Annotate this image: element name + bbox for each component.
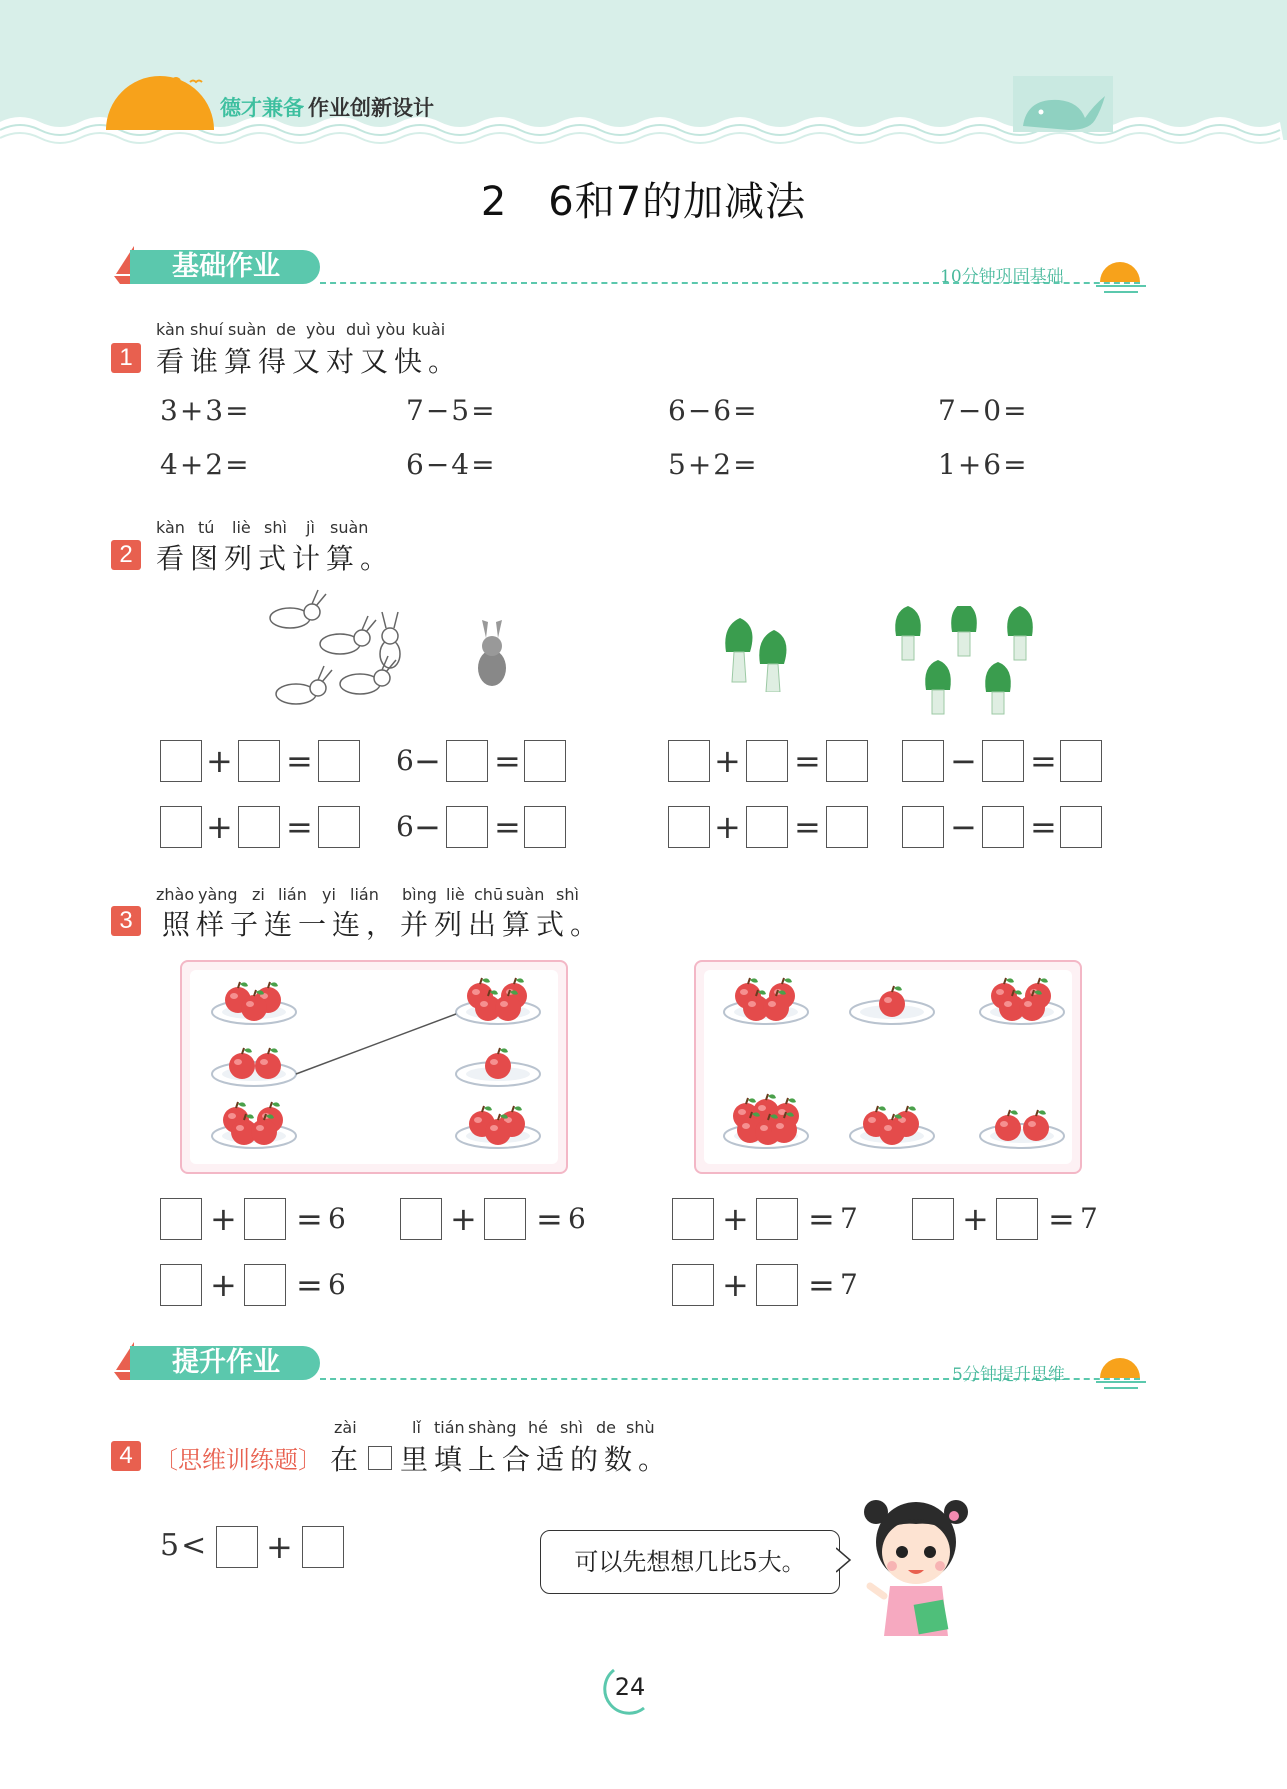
- cabbage-icon: [1007, 606, 1033, 636]
- q3-right-apples: [696, 962, 1084, 1176]
- minus-sign: −: [950, 808, 977, 846]
- q1-equation: 5+2=: [668, 448, 759, 481]
- answer-box[interactable]: [524, 740, 566, 782]
- section-advanced-note: 5分钟提升思维: [952, 1365, 1065, 1385]
- answer-box[interactable]: [484, 1198, 526, 1240]
- plate-6-apples: [724, 1094, 808, 1148]
- answer-box[interactable]: [318, 806, 360, 848]
- pinyin-syllable: yàng: [198, 885, 238, 904]
- cabbage-icon: [725, 618, 752, 682]
- q1-equation: 4+2=: [160, 448, 251, 481]
- plate-4-apples: [212, 1102, 296, 1148]
- cabbages-large-illustration: [892, 606, 1042, 716]
- pinyin-syllable: shì: [560, 1418, 583, 1437]
- pinyin-syllable: de: [276, 320, 296, 339]
- pinyin-syllable: suàn: [228, 320, 267, 339]
- sum-label: 6: [328, 1202, 346, 1235]
- q1-equation: 1+6=: [938, 448, 1029, 481]
- answer-box[interactable]: [446, 740, 488, 782]
- q4-text-before: 在: [330, 1443, 365, 1476]
- pinyin-syllable: lǐ: [412, 1418, 421, 1437]
- plate-3-apples: [212, 982, 296, 1024]
- example-connect-line: [296, 1014, 456, 1074]
- equals-sign: =: [296, 1200, 323, 1238]
- answer-box[interactable]: [524, 806, 566, 848]
- brand-part2: 作业创新设计: [308, 96, 434, 120]
- answer-box[interactable]: [902, 740, 944, 782]
- answer-box[interactable]: [912, 1198, 954, 1240]
- q1-text: 看谁算得又对又快。: [156, 345, 463, 378]
- answer-box[interactable]: [238, 806, 280, 848]
- pinyin-syllable: zài: [334, 1418, 357, 1437]
- q4-tag: 〔思维训练题〕: [154, 1446, 322, 1474]
- equals-sign: =: [286, 742, 313, 780]
- q4-inequality-left: 5<: [160, 1528, 209, 1563]
- q1-equation: 3+3=: [160, 394, 251, 427]
- q3-right-panel: [694, 960, 1082, 1174]
- answer-box[interactable]: [746, 740, 788, 782]
- pinyin-syllable: tián: [434, 1418, 465, 1437]
- cabbage-icon: [895, 606, 921, 636]
- rabbit-icon: [320, 616, 376, 654]
- pinyin-syllable: yòu: [306, 320, 336, 339]
- equals-sign: =: [794, 742, 821, 780]
- page-number: 24: [614, 1673, 646, 1701]
- plus-sign: +: [714, 742, 741, 780]
- answer-box[interactable]: [216, 1526, 258, 1568]
- pinyin-syllable: shàng: [468, 1418, 517, 1437]
- equals-sign: =: [494, 742, 521, 780]
- answer-box[interactable]: [160, 1198, 202, 1240]
- plus-sign: +: [962, 1200, 989, 1238]
- answer-box[interactable]: [668, 740, 710, 782]
- equals-sign: =: [808, 1266, 835, 1304]
- plate-4-apples: [724, 978, 808, 1024]
- plus-sign: +: [266, 1528, 293, 1566]
- sun-icon: [104, 74, 216, 130]
- q1-number: 1: [111, 343, 141, 373]
- q3-left-apples: [182, 962, 570, 1176]
- rabbits-illustration: [260, 588, 520, 718]
- answer-box[interactable]: [1060, 806, 1102, 848]
- equals-sign: =: [808, 1200, 835, 1238]
- whale-icon: [1013, 76, 1113, 132]
- pinyin-syllable: shù: [626, 1418, 655, 1437]
- inline-box-icon: [368, 1446, 392, 1470]
- minuend-label: 6: [396, 810, 414, 843]
- plate-4-apples: [980, 978, 1064, 1024]
- cabbage-icon: [985, 662, 1011, 692]
- minus-sign: −: [414, 742, 441, 780]
- pinyin-syllable: suàn: [506, 885, 545, 904]
- minuend-label: 6: [396, 744, 414, 777]
- plate-3-apples: [850, 1106, 934, 1148]
- sum-label: 7: [1080, 1202, 1098, 1235]
- cabbages-small-illustration: [716, 612, 806, 692]
- pinyin-syllable: bìng: [402, 885, 437, 904]
- answer-box[interactable]: [826, 806, 868, 848]
- rabbit-icon: [270, 590, 326, 628]
- pinyin-syllable: kàn: [156, 518, 185, 537]
- q1-equation: 7−0=: [938, 394, 1029, 427]
- pinyin-syllable: zi: [252, 885, 265, 904]
- answer-box[interactable]: [756, 1198, 798, 1240]
- sum-label: 6: [328, 1268, 346, 1301]
- pinyin-syllable: lián: [350, 885, 379, 904]
- pinyin-syllable: shuí: [190, 320, 224, 339]
- q4-number: 4: [111, 1441, 141, 1471]
- q4-text-after: 里填上合适的数。: [400, 1443, 673, 1476]
- brand-part1: 德才兼备: [220, 96, 304, 120]
- q2-text: 看图列式计算。: [156, 542, 395, 575]
- sum-label: 7: [840, 1202, 858, 1235]
- answer-box[interactable]: [826, 740, 868, 782]
- plate-2-apples: [980, 1110, 1064, 1148]
- sum-label: 7: [840, 1268, 858, 1301]
- equals-sign: =: [536, 1200, 563, 1238]
- q1-equation: 7−5=: [406, 394, 497, 427]
- cabbage-icon: [759, 630, 786, 692]
- plate-3-apples: [456, 1106, 540, 1148]
- equals-sign: =: [1030, 808, 1057, 846]
- pinyin-syllable: tú: [198, 518, 215, 537]
- brand-title: [220, 92, 434, 122]
- minus-sign: −: [950, 742, 977, 780]
- answer-box[interactable]: [996, 1198, 1038, 1240]
- pinyin-syllable: hé: [528, 1418, 548, 1437]
- pinyin-syllable: de: [596, 1418, 616, 1437]
- page-title: 2 6和7的加减法: [480, 179, 807, 225]
- plus-sign: +: [722, 1266, 749, 1304]
- answer-box[interactable]: [244, 1264, 286, 1306]
- sum-label: 6: [568, 1202, 586, 1235]
- plate-1-apple: [456, 1048, 540, 1086]
- answer-box[interactable]: [746, 806, 788, 848]
- answer-box[interactable]: [400, 1198, 442, 1240]
- equals-sign: =: [296, 1266, 323, 1304]
- answer-box[interactable]: [244, 1198, 286, 1240]
- plate-4-apples: [456, 978, 540, 1024]
- rabbit-icon: [380, 612, 400, 668]
- pinyin-syllable: shì: [264, 518, 287, 537]
- section-basic-label: 基础作业: [130, 250, 320, 284]
- plus-sign: +: [206, 742, 233, 780]
- sunset-icon: [1094, 252, 1148, 298]
- answer-box[interactable]: [668, 806, 710, 848]
- sunset-icon: [1094, 1348, 1148, 1394]
- hint-bubble: 可以先想想几比5大。: [540, 1530, 840, 1594]
- pinyin-syllable: liè: [232, 518, 251, 537]
- answer-box[interactable]: [160, 740, 202, 782]
- equals-sign: =: [286, 808, 313, 846]
- equals-sign: =: [1048, 1200, 1075, 1238]
- q3-text: 照样子连一连，并列出算式。: [162, 908, 605, 941]
- pinyin-syllable: jì: [306, 518, 315, 537]
- answer-box[interactable]: [160, 1264, 202, 1306]
- pinyin-syllable: lián: [278, 885, 307, 904]
- pinyin-syllable: yi: [322, 885, 336, 904]
- q3-number: 3: [111, 906, 141, 936]
- q1-equation: 6−4=: [406, 448, 497, 481]
- answer-box[interactable]: [982, 740, 1024, 782]
- answer-box[interactable]: [902, 806, 944, 848]
- answer-box[interactable]: [160, 806, 202, 848]
- answer-box[interactable]: [672, 1264, 714, 1306]
- plus-sign: +: [722, 1200, 749, 1238]
- plus-sign: +: [206, 808, 233, 846]
- answer-box[interactable]: [318, 740, 360, 782]
- section-basic-note: 10分钟巩固基础: [940, 267, 1064, 287]
- plate-1-apple: [850, 986, 934, 1024]
- pinyin-syllable: duì: [346, 320, 371, 339]
- equals-sign: =: [1030, 742, 1057, 780]
- cabbage-icon: [951, 606, 977, 632]
- plate-2-apples: [212, 1048, 296, 1086]
- girl-illustration: [856, 1486, 976, 1642]
- q2-number: 2: [111, 540, 141, 570]
- pinyin-syllable: suàn: [330, 518, 369, 537]
- equals-sign: =: [494, 808, 521, 846]
- grey-rabbit-icon: [478, 620, 506, 686]
- pinyin-syllable: shì: [556, 885, 579, 904]
- cabbage-icon: [925, 660, 951, 690]
- plus-sign: +: [450, 1200, 477, 1238]
- bubble-tail: [836, 1546, 852, 1574]
- q3-left-panel: [180, 960, 568, 1174]
- plus-sign: +: [210, 1266, 237, 1304]
- pinyin-syllable: chū: [474, 885, 504, 904]
- answer-box[interactable]: [238, 740, 280, 782]
- section-advanced-label: 提升作业: [130, 1346, 320, 1380]
- pinyin-syllable: kuài: [412, 320, 446, 339]
- equals-sign: =: [794, 808, 821, 846]
- answer-box[interactable]: [672, 1198, 714, 1240]
- plus-sign: +: [210, 1200, 237, 1238]
- pinyin-syllable: kàn: [156, 320, 185, 339]
- answer-box[interactable]: [446, 806, 488, 848]
- answer-box[interactable]: [1060, 740, 1102, 782]
- plus-sign: +: [714, 808, 741, 846]
- rabbit-icon: [276, 666, 332, 704]
- answer-box[interactable]: [982, 806, 1024, 848]
- pinyin-syllable: zhào: [156, 885, 195, 904]
- answer-box[interactable]: [302, 1526, 344, 1568]
- q1-equation: 6−6=: [668, 394, 759, 427]
- pinyin-syllable: yòu: [376, 320, 406, 339]
- answer-box[interactable]: [756, 1264, 798, 1306]
- pinyin-syllable: liè: [446, 885, 465, 904]
- minus-sign: −: [414, 808, 441, 846]
